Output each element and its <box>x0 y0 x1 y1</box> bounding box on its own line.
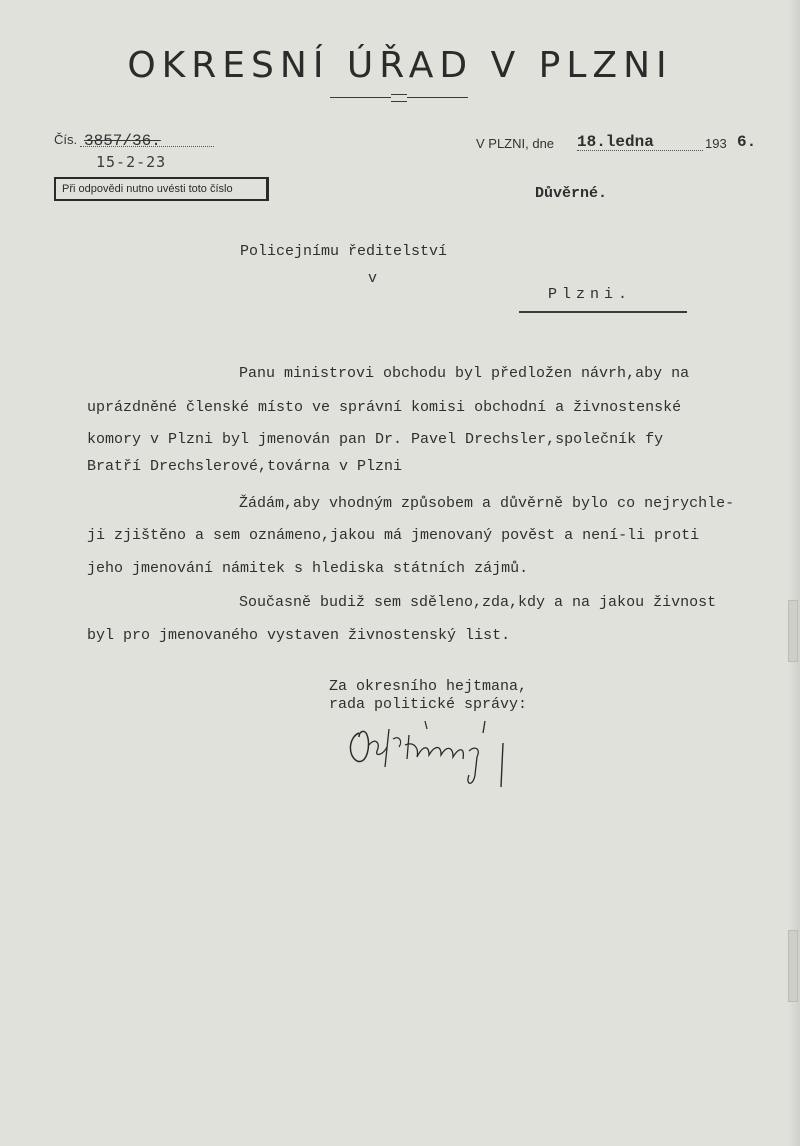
date-year-suffix: 6. <box>737 133 757 151</box>
body-line: komory v Plzni byl jmenován pan Dr. Pavel Drechsler,společník fy <box>87 431 664 448</box>
body-line: ji zjištěno a sem oznámeno,jakou má jmenovaný pověst a není-li proti <box>87 527 700 544</box>
body-line: Žádám,aby vhodným způsobem a důvěrně bylo co nejrychle- <box>239 495 735 512</box>
page-edge-tab <box>788 930 798 1002</box>
letterhead-rule-ornament <box>391 94 407 102</box>
reference-number: 3857/36. <box>84 132 161 150</box>
body-line: uprázdněné členské místo ve správní komisi obchodní a živnostenské <box>87 399 682 416</box>
date-year-prefix: 193 <box>705 136 727 151</box>
date-prefix: V PLZNI, dne <box>476 136 555 151</box>
reference-notice-box: Při odpovědi nutno uvésti toto číslo <box>54 177 269 201</box>
addressee-city: Plzni. <box>548 286 633 303</box>
reference-number-handwritten: 15-2-23 <box>96 153 167 171</box>
body-line: Současně budiž sem sděleno,zda,kdy a na jakou živnost <box>239 594 717 611</box>
handwritten-signature <box>345 715 525 795</box>
body-line: byl pro jmenovaného vystaven živnostenský list. <box>87 627 511 644</box>
date-day-month: 18.ledna <box>577 133 654 151</box>
body-line: Panu ministrovi obchodu byl předložen návrh,aby na <box>239 365 690 382</box>
addressee-line-1: Policejnímu ředitelství <box>240 243 448 260</box>
office-letterhead-title: OKRESNÍ ÚŘAD V PLZNI <box>127 45 673 86</box>
signature-title-line-1: Za okresního hejtmana, <box>329 678 528 695</box>
addressee-line-2: v <box>368 270 378 287</box>
page-edge-tab <box>788 600 798 662</box>
addressee-underline <box>519 311 687 313</box>
confidential-mark: Důvěrné. <box>535 185 608 202</box>
body-line: Bratří Drechslerové,továrna v Plzni <box>87 458 403 475</box>
body-line: jeho jmenování námitek s hlediska státních zájmů. <box>87 560 529 577</box>
signature-title-line-2: rada politické správy: <box>329 696 528 713</box>
reference-label: Čís. <box>54 132 78 147</box>
